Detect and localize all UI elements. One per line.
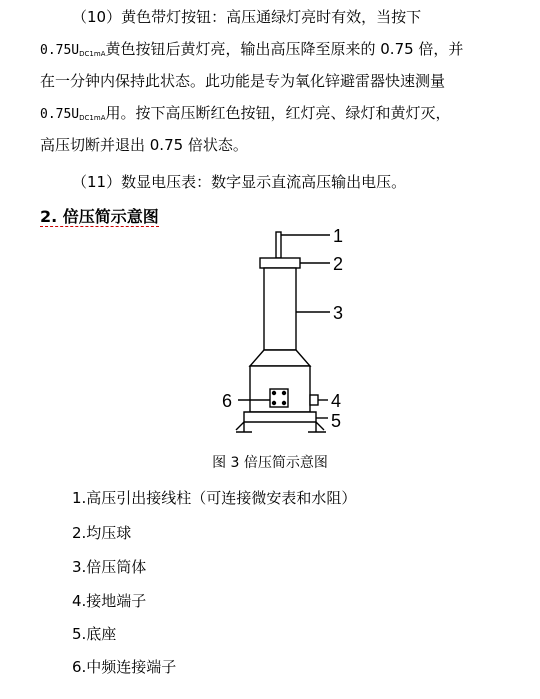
cylinder-body [264,268,296,350]
cylinder-cone [250,350,310,366]
para11: （11）数显电压表：数字显示直流高压输出电压。 [72,173,407,191]
para10-line2-text: 黄色按钮后黄灯亮，输出高压降至原来的 0.75 倍，并 [105,40,464,58]
hv-terminal-post [276,232,281,258]
label-1: 1 [333,226,344,246]
list-item: 5.底座 [72,625,117,643]
base-plate [244,412,316,422]
para10-line1: （10）黄色带灯按钮：高压通绿灯亮时有效，当按下 [72,8,422,26]
figure-caption: 图 3 倍压简示意图 [212,455,328,471]
list-item: 3.倍压筒体 [72,558,147,576]
left-foot [236,422,252,432]
ground-terminal [310,395,318,405]
list-item: 1.高压引出接线柱（可连接微安表和水阻） [72,489,357,507]
para10-line4-text: 用。按下高压断红色按钮，红灯亮、绿灯和黄灯灭， [105,104,451,122]
label-5: 5 [331,411,342,431]
list-item: 2.均压球 [72,524,132,542]
label-2: 2 [333,254,344,274]
list-item: 6.中频连接端子 [72,658,177,676]
para10-line4-value: 0.75U [40,107,80,122]
list-item: 4.接地端子 [72,592,147,610]
label-6: 6 [222,391,233,411]
para10-line2-value: 0.75U [40,43,80,58]
label-3: 3 [333,303,344,323]
right-foot [308,422,326,432]
para10-line3: 在一分钟内保持此状态。此功能是专为氧化锌避雷器快速测量 [40,72,446,90]
grading-ring [260,258,300,268]
para10-line4-subscript: DC1mA [79,114,106,122]
label-4: 4 [331,391,342,411]
para10-line5: 高压切断并退出 0.75 倍状态。 [40,136,248,154]
para10-line2-subscript: DC1mA [79,50,106,58]
section-heading: 2. 倍压简示意图 [40,207,159,226]
